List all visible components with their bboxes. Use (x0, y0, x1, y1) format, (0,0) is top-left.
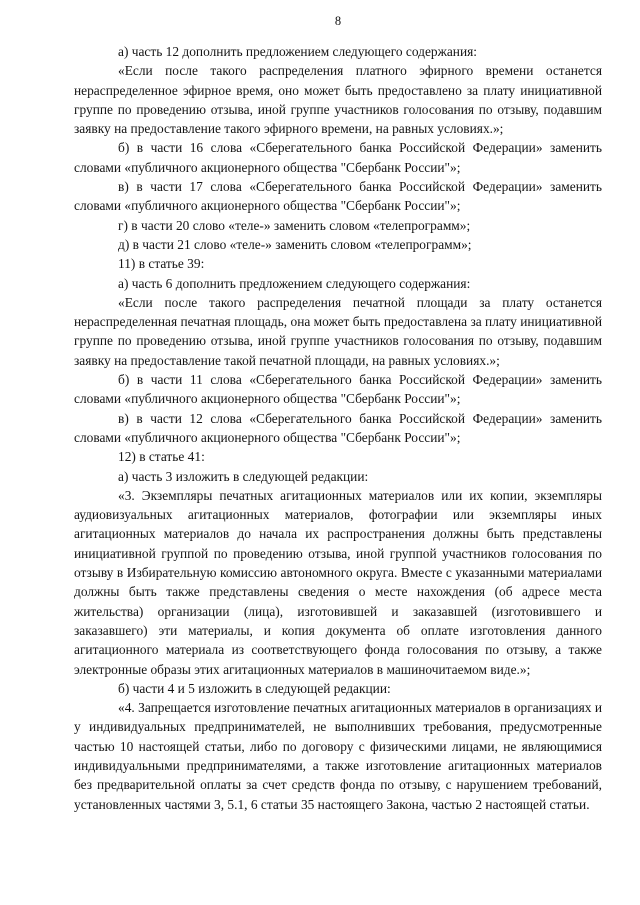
paragraph-10: б) в части 11 слова «Сберегательного банка Российской Федерации» заменить словами «публичного акционерного общества "Сбербанк России"»; (74, 372, 602, 407)
paragraph-7: 11) в статье 39: (118, 256, 205, 272)
paragraph-11: в) в части 12 слова «Сберегательного банка Российской Федерации» заменить словами «публичного акционерного общества "Сбербанк России"»; (74, 410, 602, 445)
paragraph-13: а) часть 3 изложить в следующей редакции: (118, 468, 369, 484)
page-number: 8 (334, 14, 342, 28)
paragraph-12: 12) в статье 41: (118, 449, 205, 465)
paragraph-1: а) часть 12 дополнить предложением следующего содержания: (118, 44, 478, 59)
paragraph-15: б) части 4 и 5 изложить в следующей редакции: (118, 680, 391, 696)
paragraph-4: в) в части 17 слова «Сберегательного банка Российской Федерации» заменить словами «публичного акционерного общества "Сбербанк России"»; (74, 179, 602, 214)
paragraph-5: г) в части 20 слово «теле-» заменить словом «телепрограмм»; (118, 217, 471, 233)
paragraph-16: «4. Запрещается изготовление печатных агитационных материалов в организациях и у индивидуальных предпринимателей, не выполнивших требования, предусмотренные частью 10 настоящей статьи, либо по договору с физическими лицами, не являющимися индивидуальными предпринимателями, а также изготовление агитационных материалов без предварительной оплаты за счет средств фонда по отзыву, с нарушением требований, установленных частями 3, 5.1, 6 статьи 35 настоящего Закона, частью 2 настоящей статьи. (74, 700, 602, 812)
paragraph-2: «Если после такого распределения платного эфирного времени останется нераспределенное эфирное время, оно может быть предоставлено за плату инициативной группе по проведению отзыва, иной группе участников голосования по отзыву, подавшим заявку на предоставление такого эфирного времени, на равных условиях.»; (74, 63, 602, 137)
document-body (74, 42, 602, 814)
paragraph-6: д) в части 21 слово «теле-» заменить словом «телепрограмм»; (118, 236, 472, 252)
paragraph-8: а) часть 6 дополнить предложением следующего содержания: (118, 275, 471, 291)
paragraph-3: б) в части 16 слова «Сберегательного банка Российской Федерации» заменить словами «публичного акционерного общества "Сбербанк России"»; (74, 140, 602, 175)
paragraph-9: «Если после такого распределения печатной площади за плату останется нераспределенная печатная площадь, она может быть предоставлена за плату инициативной группе по проведению отзыва, иной группе участников голосования по отзыву, подавшим заявку на предоставление такой печатной площади, на равных условиях.»; (74, 294, 602, 368)
paragraph-14: «3. Экземпляры печатных агитационных материалов или их копии, экземпляры аудиовизуальных агитационных материалов, фотографии или экземпляры иных агитационных материалов до начала их распространения должны быть представлены инициативной группой по проведению отзыва, иной группой участников голосования по отзыву в Избирательную комиссию автономного округа. Вместе с указанными материалами должны быть также представлены сведения о месте нахождения (об адресе места жительства) организации (лица), изготовившей и заказавшей (изготовившего и заказавшего) эти материалы, и копия документа об оплате изготовления данного агитационного материала из соответствующего фонда голосования по отзыву, а также электронные образы этих агитационных материалов в машиночитаемом виде.»; (74, 487, 602, 677)
